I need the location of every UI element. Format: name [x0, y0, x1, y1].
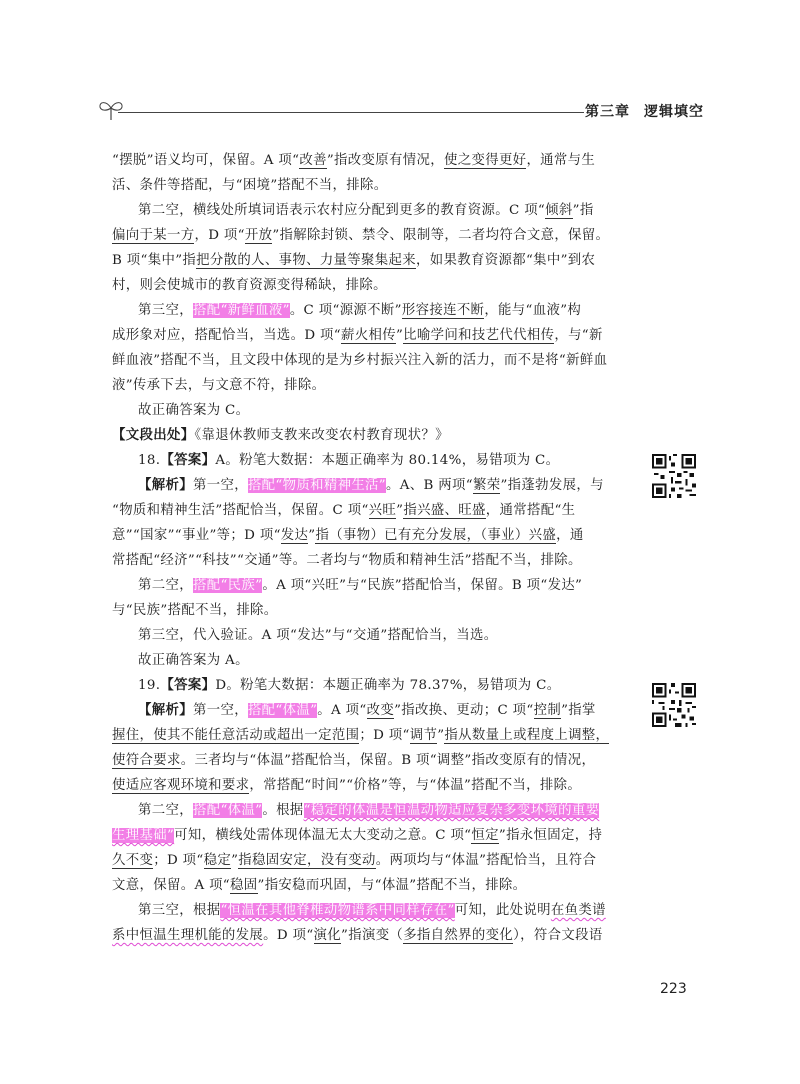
text-line — [112, 423, 632, 448]
highlighted-quote: 生理基础” — [112, 828, 175, 843]
text-line — [112, 548, 632, 573]
text-line — [112, 698, 632, 723]
text-line — [112, 798, 632, 823]
section-label: 【文段出处】 — [112, 428, 195, 443]
chapter-number: 第三章 — [585, 104, 630, 120]
text-run: ”指安稳而巩固，与“体温”搭配不当，排除。 — [257, 878, 527, 893]
text-run: D。粉笔大数据：本题正确率为 78.37%，易错项为 C。 — [215, 678, 561, 693]
text-line — [112, 223, 632, 248]
text-run: ” — [395, 328, 404, 343]
underlined-term: 指从数量上或程度上调整， — [444, 728, 610, 743]
text-line — [112, 823, 632, 848]
section-label: 【答案】 — [160, 678, 216, 693]
text-run: ”指永恒固定，持 — [498, 828, 603, 843]
text-run: ），符合文段语 — [513, 928, 603, 943]
underlined-term: 久不变 — [112, 853, 154, 868]
text-line — [112, 448, 632, 473]
text-line — [112, 373, 632, 398]
highlighted-phrase: 搭配“体温” — [247, 703, 318, 718]
underlined-term: 开放 — [244, 228, 273, 243]
text-line — [112, 348, 632, 373]
text-run: ，D 项“ — [194, 228, 245, 243]
highlighted-phrase: 搭配“体温” — [192, 803, 263, 818]
text-run: ” — [231, 853, 239, 868]
underlined-term: 指稳固安定，没有变动 — [238, 853, 376, 868]
text-line — [112, 673, 632, 698]
text-run: ，与“新 — [554, 328, 603, 343]
highlighted-quote: “稳定的体温是恒温动物适应复杂多变环境的重要 — [303, 803, 600, 818]
underlined-term: 发达 — [280, 528, 309, 543]
underlined-term: 控制 — [533, 703, 562, 718]
text-line — [112, 298, 632, 323]
text-line — [112, 648, 632, 673]
underlined-term: 握住，使其不能任意活动或超出一定范围 — [112, 728, 360, 743]
underlined-term: 稳定 — [203, 853, 232, 868]
text-run: 第三空，代入验证。A 项“发达”与“交通”搭配恰当，当选。 — [138, 628, 498, 643]
underlined-term: 兴旺 — [368, 503, 397, 518]
text-run: “摆脱”语义均可，保留。A 项“ — [112, 153, 300, 168]
text-run: 第三空，根据 — [138, 903, 221, 918]
text-run: 文意，保留。A 项“ — [112, 878, 231, 893]
text-run: 。三者均与“体温”搭配恰当，保留。B 项“调整”指改变原有的情况， — [180, 753, 596, 768]
underlined-term: 指兴盛、旺盛 — [403, 503, 486, 518]
text-line — [112, 248, 632, 273]
text-run: ，通 — [556, 528, 584, 543]
wavy-underlined-text: 系中恒温生理机能的发展 — [112, 928, 264, 943]
text-run: B 项“集中”指 — [112, 253, 197, 268]
text-run: ”指蓬勃发展，与 — [500, 478, 604, 493]
text-run: 第一空， — [192, 703, 248, 718]
underlined-term: 稳固 — [230, 878, 258, 893]
text-run: 故正确答案为 C。 — [138, 403, 250, 418]
text-line — [112, 898, 632, 923]
underlined-term: 比喻学问和技艺代代相传 — [403, 328, 555, 343]
text-run: 村，则会使城市的教育资源变得稀缺，排除。 — [112, 278, 387, 293]
chapter-title: 逻辑填空 — [644, 104, 704, 120]
underlined-term: 恒定 — [471, 828, 499, 843]
text-line — [112, 748, 632, 773]
wavy-underlined-text: 在鱼类谱 — [550, 903, 606, 918]
text-line — [112, 198, 632, 223]
underlined-term: 使适应客观环境和要求 — [112, 778, 250, 793]
highlighted-phrase: 搭配“物质和精神生活” — [247, 478, 386, 493]
text-line — [112, 848, 632, 873]
text-run: 第二空，横线处所填词语表示农村应分配到更多的教育资源。C 项“ — [138, 203, 546, 218]
text-line — [112, 398, 632, 423]
text-line — [112, 598, 632, 623]
text-run: ；D 项“ — [153, 853, 204, 868]
text-run: 。根据 — [262, 803, 304, 818]
text-line — [112, 723, 632, 748]
text-run: ” — [437, 728, 445, 743]
text-run: 可知，此处说明 — [454, 903, 551, 918]
text-run: ，通常与生 — [526, 153, 596, 168]
text-run: 活、条件等搭配，与“困境”搭配不当，排除。 — [112, 178, 388, 193]
underlined-term: 形容接连不断 — [401, 303, 485, 318]
underlined-term: 把分散的人、事物、力量等聚集起来 — [196, 253, 417, 268]
qr-code-icon[interactable] — [652, 454, 696, 498]
text-run: ；D 项“ — [359, 728, 410, 743]
text-run: ”指掌 — [561, 703, 596, 718]
text-run: ，通常搭配“生 — [485, 503, 576, 518]
underlined-term: 演化 — [313, 928, 342, 943]
text-run: 。A、B 两项“ — [386, 478, 473, 493]
text-run: 19. — [138, 678, 161, 693]
text-run: ” — [308, 528, 316, 543]
text-run: ，如果教育资源都“集中”到农 — [416, 253, 596, 268]
leaf-sprout-icon — [96, 98, 126, 122]
underlined-term: 使之变得更好 — [443, 153, 527, 168]
underlined-term: 薪火相传 — [341, 328, 396, 343]
page-header — [96, 98, 704, 126]
underlined-term: 改善 — [299, 153, 327, 168]
text-run: 第一空， — [192, 478, 248, 493]
underlined-term: 多指自然界的变化 — [403, 928, 514, 943]
text-run: ”指演变（ — [341, 928, 404, 943]
text-run: 故正确答案为 A。 — [138, 653, 249, 668]
text-run: 常搭配“经济”“科技”“交通”等。二者均与“物质和精神生活”搭配不当，排除。 — [112, 553, 582, 568]
text-line — [112, 923, 632, 948]
text-run: ”指改换、更动；C 项“ — [394, 703, 534, 718]
text-line — [112, 573, 632, 598]
underlined-term: 改变 — [366, 703, 395, 718]
underlined-term: 指（事物）已有充分发展，（事业）兴盛 — [315, 528, 557, 543]
text-line — [112, 773, 632, 798]
underlined-term: 偏向于某一方 — [112, 228, 195, 243]
text-run: ”指 — [572, 203, 594, 218]
page-number: 223 — [660, 981, 687, 997]
highlighted-phrase: 搭配“民族” — [192, 578, 263, 593]
text-line — [112, 523, 632, 548]
text-run: 。D 项“ — [263, 928, 314, 943]
text-run: 液”传承下去，与文意不符，排除。 — [112, 378, 326, 393]
section-label: 【答案】 — [160, 453, 216, 468]
text-line — [112, 623, 632, 648]
text-run: ”指改变原有情况， — [326, 153, 444, 168]
text-run: 18. — [138, 453, 161, 468]
text-line — [112, 498, 632, 523]
highlighted-phrase: 搭配“新鲜血液” — [192, 303, 290, 318]
text-run: 《靠退休教师支教来改变农村教育现状？》 — [194, 428, 449, 443]
text-run: ” — [396, 503, 404, 518]
text-run: 第三空， — [138, 303, 193, 318]
text-run: 。A 项“兴旺”与“民族”搭配恰当，保留。B 项“发达” — [262, 578, 583, 593]
chapter-heading — [585, 101, 704, 121]
text-run: 。C 项“源源不断” — [289, 303, 402, 318]
highlighted-quote: “恒温在其他脊椎动物谱系中同样存在” — [220, 903, 455, 918]
text-run: 。A 项“ — [317, 703, 367, 718]
text-line — [112, 873, 632, 898]
answer-explanation-body — [112, 148, 632, 948]
text-run: 鲜血液”搭配不当，且文段中体现的是为乡村振兴注入新的活力，而不是将“新鲜血 — [112, 353, 608, 368]
text-line — [112, 148, 632, 173]
text-run: ”指解除封锁、禁令、限制等，二者均符合文意，保留。 — [272, 228, 610, 243]
underlined-term: 倾斜 — [545, 203, 573, 218]
underlined-term: 调节 — [409, 728, 438, 743]
text-line — [112, 473, 632, 498]
text-run: A。粉笔大数据：本题正确率为 80.14%，易错项为 C。 — [215, 453, 560, 468]
text-run: ，能与“血液”构 — [484, 303, 582, 318]
text-run: ，常搭配“时间”“价格”等，与“体温”搭配不当，排除。 — [249, 778, 582, 793]
text-line — [112, 273, 632, 298]
text-run: “物质和精神生活”搭配恰当，保留。C 项“ — [112, 503, 369, 518]
text-run: 第二空， — [138, 803, 193, 818]
text-run: 。两项均与“体温”搭配恰当，且符合 — [375, 853, 597, 868]
text-run: 与“民族”搭配不当，排除。 — [112, 603, 278, 618]
underlined-term: 使符合要求 — [112, 753, 181, 768]
underlined-term: 繁荣 — [472, 478, 501, 493]
text-run: 成形象对应，搭配恰当，当选。D 项“ — [112, 328, 341, 343]
text-run: 可知，横线处需体现体温无太大变动之意。C 项“ — [174, 828, 472, 843]
section-label: 【解析】 — [138, 703, 193, 718]
section-label: 【解析】 — [138, 478, 193, 493]
text-run: 意”“国家”“事业”等；D 项“ — [112, 528, 281, 543]
qr-code-icon[interactable] — [652, 683, 696, 727]
text-run: 第二空， — [138, 578, 193, 593]
header-rule — [118, 112, 584, 113]
text-line — [112, 173, 632, 198]
text-line — [112, 323, 632, 348]
